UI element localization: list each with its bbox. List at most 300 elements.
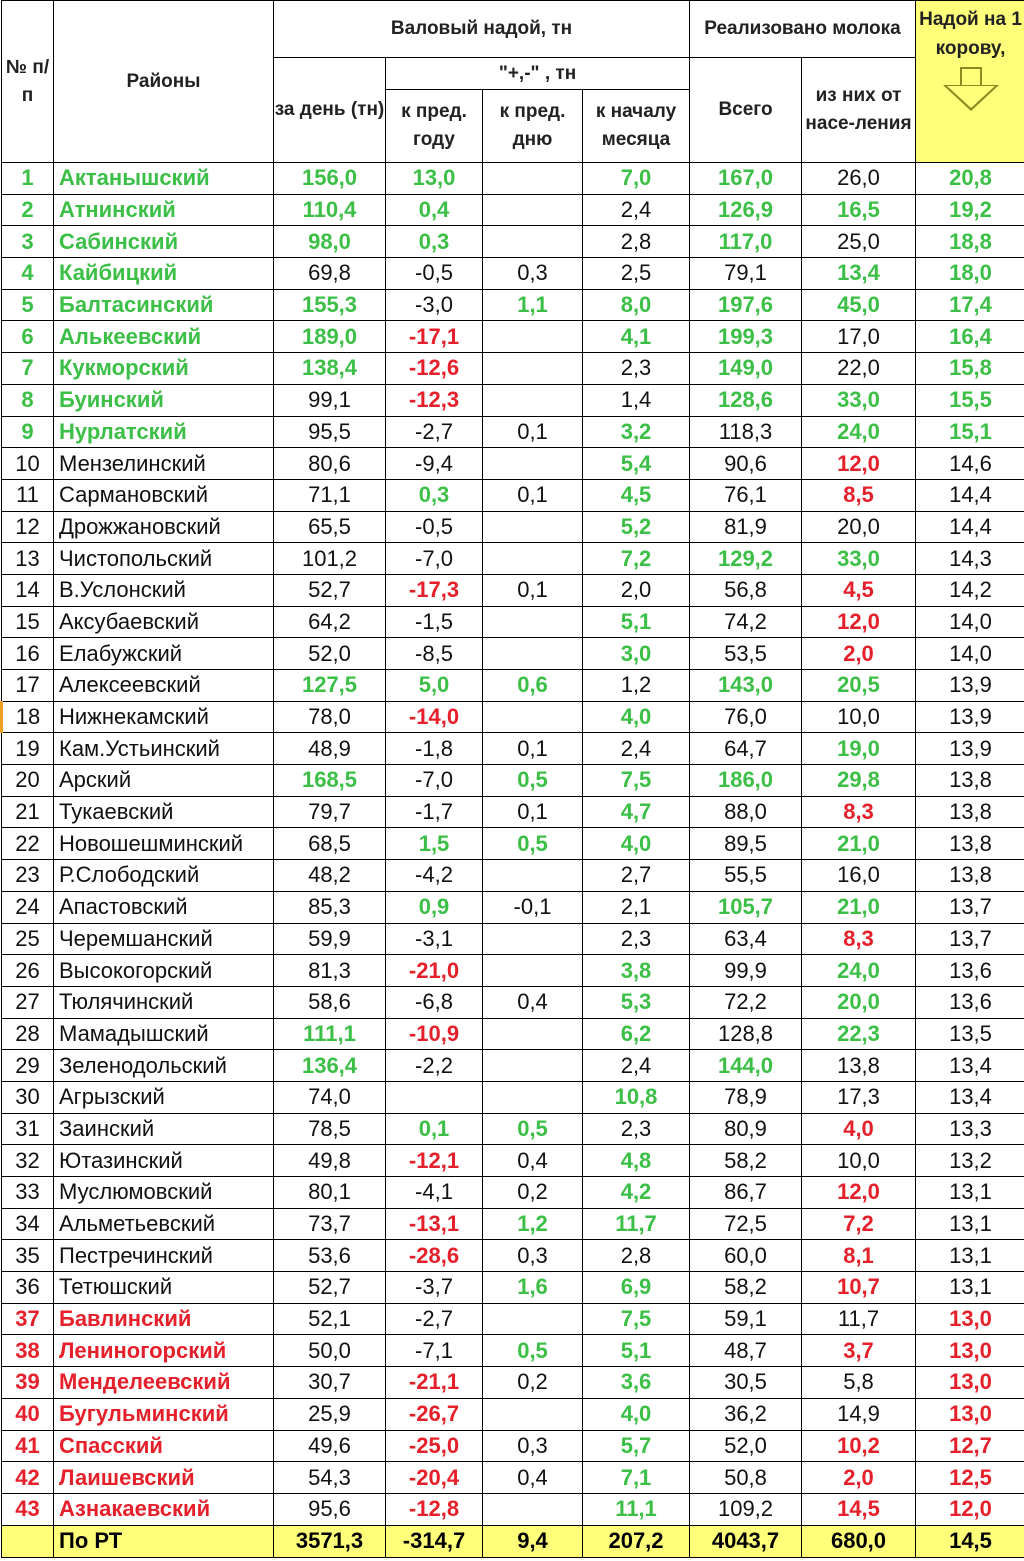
district-name: Аксубаевский xyxy=(54,606,274,638)
row-num: 24 xyxy=(2,891,54,923)
vs-prev-day xyxy=(483,194,583,226)
table-row xyxy=(2,321,1024,353)
vs-prev-year: -17,1 xyxy=(386,321,483,353)
sold-total: 126,9 xyxy=(690,194,802,226)
vs-prev-year: -25,0 xyxy=(386,1430,483,1462)
sold-total: 80,9 xyxy=(690,1113,802,1145)
vs-month-start: 2,4 xyxy=(583,194,690,226)
vs-prev-day xyxy=(483,353,583,385)
table-row xyxy=(2,860,1024,892)
vs-prev-day: 0,4 xyxy=(483,1462,583,1494)
vs-month-start: 2,8 xyxy=(583,226,690,258)
yield-per-cow: 13,2 xyxy=(916,1145,1024,1177)
per-day: 189,0 xyxy=(274,321,386,353)
vs-prev-day: 0,3 xyxy=(483,258,583,290)
sold-total: 72,2 xyxy=(690,986,802,1018)
row-num: 36 xyxy=(2,1272,54,1304)
sold-total: 197,6 xyxy=(690,289,802,321)
from-population: 12,0 xyxy=(802,606,916,638)
vs-prev-day xyxy=(483,448,583,480)
vs-month-start: 11,7 xyxy=(583,1208,690,1240)
district-name: Менделеевский xyxy=(54,1367,274,1399)
district-name: Пестречинский xyxy=(54,1240,274,1272)
vs-month-start: 2,3 xyxy=(583,1113,690,1145)
sold-total: 76,0 xyxy=(690,701,802,733)
vs-prev-year: -17,3 xyxy=(386,574,483,606)
table-row xyxy=(2,511,1024,543)
yield-per-cow: 13,9 xyxy=(916,733,1024,765)
table-row xyxy=(2,765,1024,797)
vs-prev-year: -26,7 xyxy=(386,1398,483,1430)
from-population: 13,8 xyxy=(802,1050,916,1082)
row-num: 8 xyxy=(2,384,54,416)
from-population: 10,7 xyxy=(802,1272,916,1304)
vs-prev-year: -12,8 xyxy=(386,1493,483,1525)
from-population: 17,3 xyxy=(802,1081,916,1113)
vs-prev-year xyxy=(386,1081,483,1113)
per-day: 95,5 xyxy=(274,416,386,448)
district-name: Черемшанский xyxy=(54,923,274,955)
table-row xyxy=(2,448,1024,480)
row-num: 37 xyxy=(2,1303,54,1335)
vs-month-start: 5,4 xyxy=(583,448,690,480)
yield-per-cow: 13,5 xyxy=(916,1018,1024,1050)
vs-prev-day xyxy=(483,638,583,670)
vs-prev-day: 1,2 xyxy=(483,1208,583,1240)
district-name: В.Услонский xyxy=(54,574,274,606)
table-row xyxy=(2,479,1024,511)
row-num: 23 xyxy=(2,860,54,892)
header-vs-month-start: к началу месяца xyxy=(583,90,690,163)
sold-total: 109,2 xyxy=(690,1493,802,1525)
yield-per-cow: 13,0 xyxy=(916,1367,1024,1399)
per-day: 78,5 xyxy=(274,1113,386,1145)
per-day: 58,6 xyxy=(274,986,386,1018)
district-name: Балтасинский xyxy=(54,289,274,321)
yield-per-cow: 18,0 xyxy=(916,258,1024,290)
vs-prev-year: -1,5 xyxy=(386,606,483,638)
vs-prev-day xyxy=(483,701,583,733)
per-day: 69,8 xyxy=(274,258,386,290)
vs-prev-year: -21,0 xyxy=(386,955,483,987)
row-num: 5 xyxy=(2,289,54,321)
vs-prev-day: 0,4 xyxy=(483,986,583,1018)
table-row xyxy=(2,384,1024,416)
from-population: 12,0 xyxy=(802,448,916,480)
yield-per-cow: 14,0 xyxy=(916,638,1024,670)
vs-prev-year: -3,0 xyxy=(386,289,483,321)
per-day: 80,1 xyxy=(274,1177,386,1209)
total-row-label: По РТ xyxy=(54,1525,274,1557)
row-num: 19 xyxy=(2,733,54,765)
per-day: 50,0 xyxy=(274,1335,386,1367)
vs-prev-day: 0,2 xyxy=(483,1177,583,1209)
table-row xyxy=(2,574,1024,606)
vs-prev-year: -10,9 xyxy=(386,1018,483,1050)
vs-month-start: 2,4 xyxy=(583,733,690,765)
vs-prev-day: 0,4 xyxy=(483,1145,583,1177)
table-row xyxy=(2,353,1024,385)
total-row-prev-year: -314,7 xyxy=(386,1525,483,1557)
per-day: 52,7 xyxy=(274,1272,386,1304)
yield-per-cow: 19,2 xyxy=(916,194,1024,226)
row-num: 12 xyxy=(2,511,54,543)
from-population: 16,0 xyxy=(802,860,916,892)
total-row-month-start: 207,2 xyxy=(583,1525,690,1557)
vs-prev-day: 0,1 xyxy=(483,479,583,511)
table-row xyxy=(2,1081,1024,1113)
vs-prev-day: 1,1 xyxy=(483,289,583,321)
vs-prev-year: -6,8 xyxy=(386,986,483,1018)
sold-total: 128,8 xyxy=(690,1018,802,1050)
yield-per-cow: 15,1 xyxy=(916,416,1024,448)
district-name: Елабужский xyxy=(54,638,274,670)
yield-per-cow: 13,6 xyxy=(916,986,1024,1018)
table-row xyxy=(2,1272,1024,1304)
sold-total: 81,9 xyxy=(690,511,802,543)
vs-prev-year: -8,5 xyxy=(386,638,483,670)
vs-prev-year: -4,2 xyxy=(386,860,483,892)
vs-prev-day xyxy=(483,606,583,638)
from-population: 13,4 xyxy=(802,258,916,290)
sold-total: 78,9 xyxy=(690,1081,802,1113)
yield-per-cow: 13,8 xyxy=(916,828,1024,860)
vs-month-start: 3,0 xyxy=(583,638,690,670)
row-num: 10 xyxy=(2,448,54,480)
vs-prev-day xyxy=(483,321,583,353)
per-day: 68,5 xyxy=(274,828,386,860)
row-num: 43 xyxy=(2,1493,54,1525)
district-name: Алькеевский xyxy=(54,321,274,353)
vs-month-start: 10,8 xyxy=(583,1081,690,1113)
table-row xyxy=(2,1050,1024,1082)
from-population: 26,0 xyxy=(802,163,916,195)
vs-prev-day: 0,1 xyxy=(483,733,583,765)
per-day: 79,7 xyxy=(274,796,386,828)
sold-total: 118,3 xyxy=(690,416,802,448)
district-name: Нижнекамский xyxy=(54,701,274,733)
per-day: 74,0 xyxy=(274,1081,386,1113)
row-num: 11 xyxy=(2,479,54,511)
district-name: Буинский xyxy=(54,384,274,416)
sold-total: 149,0 xyxy=(690,353,802,385)
district-name: Бавлинский xyxy=(54,1303,274,1335)
vs-prev-day xyxy=(483,955,583,987)
table-row xyxy=(2,1177,1024,1209)
vs-prev-day xyxy=(483,1081,583,1113)
yield-per-cow: 13,6 xyxy=(916,955,1024,987)
vs-prev-day: 0,5 xyxy=(483,828,583,860)
per-day: 111,1 xyxy=(274,1018,386,1050)
vs-month-start: 7,5 xyxy=(583,1303,690,1335)
table-body xyxy=(2,163,1024,1526)
table-row xyxy=(2,416,1024,448)
vs-prev-day: 0,6 xyxy=(483,670,583,702)
yield-per-cow: 14,2 xyxy=(916,574,1024,606)
yield-per-cow: 13,0 xyxy=(916,1303,1024,1335)
vs-month-start: 4,0 xyxy=(583,1398,690,1430)
vs-prev-day: 0,5 xyxy=(483,1113,583,1145)
district-name: Ютазинский xyxy=(54,1145,274,1177)
vs-prev-year: 5,0 xyxy=(386,670,483,702)
table-row xyxy=(2,1208,1024,1240)
from-population: 11,7 xyxy=(802,1303,916,1335)
total-row-num xyxy=(2,1525,54,1557)
district-name: Агрызский xyxy=(54,1081,274,1113)
vs-prev-year: -3,1 xyxy=(386,923,483,955)
row-num: 41 xyxy=(2,1430,54,1462)
yield-per-cow: 13,7 xyxy=(916,923,1024,955)
yield-per-cow: 14,6 xyxy=(916,448,1024,480)
district-name: Высокогорский xyxy=(54,955,274,987)
table-row xyxy=(2,194,1024,226)
from-population: 2,0 xyxy=(802,1462,916,1494)
from-population: 10,2 xyxy=(802,1430,916,1462)
header-plus-minus: "+,-" , тн xyxy=(386,58,690,90)
district-name: Тетюшский xyxy=(54,1272,274,1304)
vs-prev-day xyxy=(483,1303,583,1335)
yield-per-cow: 13,7 xyxy=(916,891,1024,923)
sold-total: 60,0 xyxy=(690,1240,802,1272)
total-row-total: 4043,7 xyxy=(690,1525,802,1557)
sold-total: 74,2 xyxy=(690,606,802,638)
vs-prev-year: 0,1 xyxy=(386,1113,483,1145)
from-population: 19,0 xyxy=(802,733,916,765)
table-row xyxy=(2,1367,1024,1399)
district-name: Актанышский xyxy=(54,163,274,195)
header-vs-prev-day: к пред. дню xyxy=(483,90,583,163)
row-num: 33 xyxy=(2,1177,54,1209)
vs-prev-year: 1,5 xyxy=(386,828,483,860)
vs-prev-day xyxy=(483,1018,583,1050)
vs-prev-day: 0,5 xyxy=(483,1335,583,1367)
district-name: Тюлячинский xyxy=(54,986,274,1018)
header-sold-milk: Реализовано молока xyxy=(690,1,916,58)
vs-month-start: 2,4 xyxy=(583,1050,690,1082)
district-name: Р.Слободский xyxy=(54,860,274,892)
vs-prev-day xyxy=(483,163,583,195)
sold-total: 86,7 xyxy=(690,1177,802,1209)
yield-per-cow: 13,0 xyxy=(916,1398,1024,1430)
per-day: 71,1 xyxy=(274,479,386,511)
vs-month-start: 7,5 xyxy=(583,765,690,797)
from-population: 3,7 xyxy=(802,1335,916,1367)
row-num: 38 xyxy=(2,1335,54,1367)
row-num: 14 xyxy=(2,574,54,606)
from-population: 21,0 xyxy=(802,891,916,923)
vs-month-start: 2,3 xyxy=(583,353,690,385)
per-day: 127,5 xyxy=(274,670,386,702)
table-header xyxy=(2,1,1024,163)
per-day: 155,3 xyxy=(274,289,386,321)
vs-month-start: 4,0 xyxy=(583,828,690,860)
vs-month-start: 5,3 xyxy=(583,986,690,1018)
per-day: 65,5 xyxy=(274,511,386,543)
row-num: 21 xyxy=(2,796,54,828)
vs-prev-year: -4,1 xyxy=(386,1177,483,1209)
table-row xyxy=(2,226,1024,258)
vs-prev-day xyxy=(483,1493,583,1525)
vs-prev-day xyxy=(483,923,583,955)
per-day: 54,3 xyxy=(274,1462,386,1494)
row-num: 32 xyxy=(2,1145,54,1177)
sold-total: 129,2 xyxy=(690,543,802,575)
vs-prev-year: -12,1 xyxy=(386,1145,483,1177)
from-population: 21,0 xyxy=(802,828,916,860)
yield-per-cow: 13,4 xyxy=(916,1050,1024,1082)
row-num: 29 xyxy=(2,1050,54,1082)
sold-total: 76,1 xyxy=(690,479,802,511)
total-row xyxy=(2,1525,1024,1557)
from-population: 8,3 xyxy=(802,796,916,828)
vs-prev-year: -7,0 xyxy=(386,765,483,797)
sold-total: 144,0 xyxy=(690,1050,802,1082)
table-row xyxy=(2,606,1024,638)
row-num: 1 xyxy=(2,163,54,195)
yield-per-cow: 13,8 xyxy=(916,765,1024,797)
table-row xyxy=(2,986,1024,1018)
table-row xyxy=(2,638,1024,670)
yield-per-cow: 13,9 xyxy=(916,670,1024,702)
table-row xyxy=(2,1240,1024,1272)
vs-prev-year: 0,9 xyxy=(386,891,483,923)
vs-prev-year: -2,7 xyxy=(386,416,483,448)
sold-total: 99,9 xyxy=(690,955,802,987)
vs-month-start: 5,1 xyxy=(583,1335,690,1367)
table-row xyxy=(2,1145,1024,1177)
sold-total: 186,0 xyxy=(690,765,802,797)
district-name: Сабинский xyxy=(54,226,274,258)
vs-month-start: 4,7 xyxy=(583,796,690,828)
vs-prev-year: -14,0 xyxy=(386,701,483,733)
sold-total: 30,5 xyxy=(690,1367,802,1399)
row-num: 15 xyxy=(2,606,54,638)
down-arrow-icon xyxy=(916,63,1024,113)
vs-prev-day xyxy=(483,1050,583,1082)
district-name: Мамадышский xyxy=(54,1018,274,1050)
district-name: Новошешминский xyxy=(54,828,274,860)
per-day: 25,9 xyxy=(274,1398,386,1430)
table-row xyxy=(2,1493,1024,1525)
header-num: № п/п xyxy=(2,1,54,163)
table-row xyxy=(2,955,1024,987)
sold-total: 64,7 xyxy=(690,733,802,765)
table-row xyxy=(2,1430,1024,1462)
table-row xyxy=(2,1462,1024,1494)
vs-prev-year: -1,8 xyxy=(386,733,483,765)
vs-prev-day: 0,5 xyxy=(483,765,583,797)
sold-total: 58,2 xyxy=(690,1145,802,1177)
sold-total: 128,6 xyxy=(690,384,802,416)
row-num: 20 xyxy=(2,765,54,797)
row-num: 28 xyxy=(2,1018,54,1050)
vs-month-start: 1,4 xyxy=(583,384,690,416)
district-name: Арский xyxy=(54,765,274,797)
table-row xyxy=(2,163,1024,195)
per-day: 110,4 xyxy=(274,194,386,226)
row-num: 27 xyxy=(2,986,54,1018)
yield-per-cow: 14,3 xyxy=(916,543,1024,575)
vs-prev-day xyxy=(483,511,583,543)
vs-prev-year: -12,3 xyxy=(386,384,483,416)
yield-per-cow: 13,0 xyxy=(916,1335,1024,1367)
header-gross-milk: Валовый надой, тн xyxy=(274,1,690,58)
per-day: 30,7 xyxy=(274,1367,386,1399)
table-row xyxy=(2,543,1024,575)
vs-month-start: 7,0 xyxy=(583,163,690,195)
per-day: 64,2 xyxy=(274,606,386,638)
yield-per-cow: 13,1 xyxy=(916,1272,1024,1304)
row-num: 25 xyxy=(2,923,54,955)
vs-prev-day: 0,1 xyxy=(483,574,583,606)
vs-prev-day xyxy=(483,543,583,575)
from-population: 5,8 xyxy=(802,1367,916,1399)
vs-month-start: 2,0 xyxy=(583,574,690,606)
from-population: 45,0 xyxy=(802,289,916,321)
sold-total: 56,8 xyxy=(690,574,802,606)
from-population: 4,0 xyxy=(802,1113,916,1145)
from-population: 24,0 xyxy=(802,955,916,987)
sold-total: 53,5 xyxy=(690,638,802,670)
table-row xyxy=(2,289,1024,321)
vs-month-start: 2,8 xyxy=(583,1240,690,1272)
district-name: Алексеевский xyxy=(54,670,274,702)
vs-prev-day xyxy=(483,860,583,892)
sold-total: 52,0 xyxy=(690,1430,802,1462)
per-day: 168,5 xyxy=(274,765,386,797)
vs-prev-year: 0,4 xyxy=(386,194,483,226)
per-day: 85,3 xyxy=(274,891,386,923)
per-day: 138,4 xyxy=(274,353,386,385)
row-num: 30 xyxy=(2,1081,54,1113)
yield-per-cow: 13,4 xyxy=(916,1081,1024,1113)
vs-prev-day: 1,6 xyxy=(483,1272,583,1304)
table-row xyxy=(2,1335,1024,1367)
vs-month-start: 1,2 xyxy=(583,670,690,702)
yield-per-cow: 18,8 xyxy=(916,226,1024,258)
sold-total: 90,6 xyxy=(690,448,802,480)
header-from-population: из них от насе-ления xyxy=(802,58,916,163)
vs-month-start: 4,1 xyxy=(583,321,690,353)
yield-per-cow: 16,4 xyxy=(916,321,1024,353)
district-name: Дрожжановский xyxy=(54,511,274,543)
table-row xyxy=(2,1113,1024,1145)
yield-per-cow: 20,8 xyxy=(916,163,1024,195)
vs-month-start: 11,1 xyxy=(583,1493,690,1525)
row-num: 39 xyxy=(2,1367,54,1399)
row-num: 3 xyxy=(2,226,54,258)
total-row-population: 680,0 xyxy=(802,1525,916,1557)
vs-month-start: 6,9 xyxy=(583,1272,690,1304)
per-day: 49,8 xyxy=(274,1145,386,1177)
per-day: 48,2 xyxy=(274,860,386,892)
vs-prev-day xyxy=(483,1398,583,1430)
header-yield-per-cow xyxy=(916,1,1024,163)
district-name: Чистопольский xyxy=(54,543,274,575)
row-num: 9 xyxy=(2,416,54,448)
row-num: 4 xyxy=(2,258,54,290)
total-row-per-cow: 14,5 xyxy=(916,1525,1024,1557)
from-population: 20,5 xyxy=(802,670,916,702)
vs-month-start: 3,8 xyxy=(583,955,690,987)
district-name: Мензелинский xyxy=(54,448,274,480)
sold-total: 48,7 xyxy=(690,1335,802,1367)
total-row-prev-day: 9,4 xyxy=(483,1525,583,1557)
vs-prev-year: -28,6 xyxy=(386,1240,483,1272)
table-row xyxy=(2,733,1024,765)
vs-prev-year: 0,3 xyxy=(386,226,483,258)
from-population: 7,2 xyxy=(802,1208,916,1240)
